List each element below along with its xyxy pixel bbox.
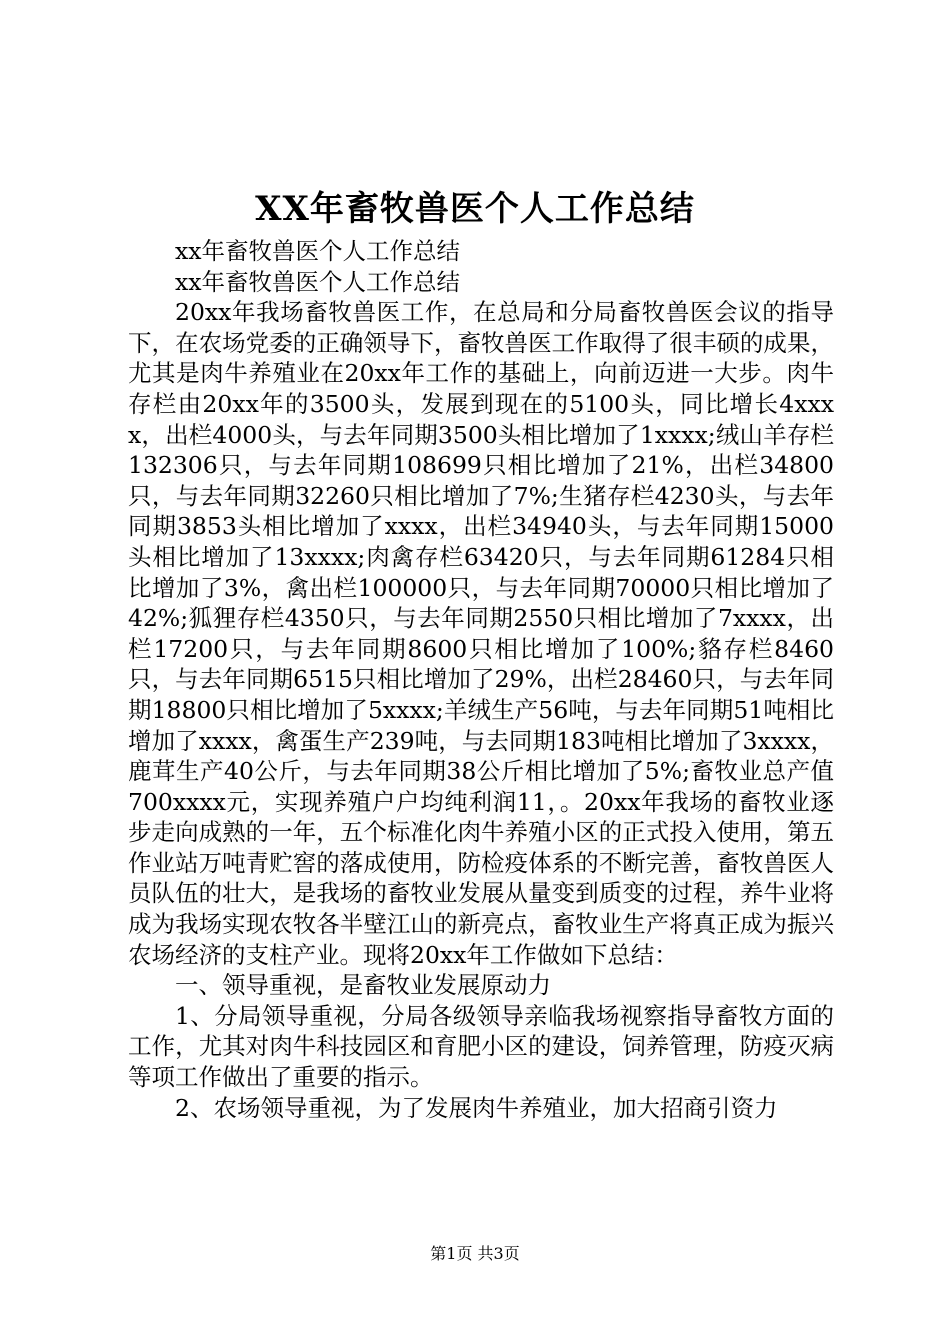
section-heading-1: 一、领导重视，是畜牧业发展原动力	[175, 971, 551, 1000]
paragraph-item-1: 1、分局领导重视，分局各级领导亲临我场视察指导畜牧方面的工作，尤其对肉牛科技园区和育肥小区的建设，饲养管理，防疫灭病等项工作做出了重要的指示。	[128, 1001, 834, 1092]
paragraph-subtitle-2: xx年畜牧兽医个人工作总结	[175, 267, 461, 296]
paragraph-summary: 20xx年我场畜牧兽医工作，在总局和分局畜牧兽医会议的指导下，在农场党委的正确领导下，畜牧兽医工作取得了很丰硕的成果，尤其是肉牛养殖业在20xx年工作的基础上，向前迈进一大步。肉牛存栏由20xx年的3500头，发展到现在的5100头，同比增长4xxxx，出栏4000头，与去年同期3500头相比增加了1xxxx;绒山羊存栏132306只，与去年同期108699只相比增加了21%，出栏34800只，与去年同期32260只相比增加了7%;生猪存栏4230头，与去年同期3853头相比增加了xxxx，出栏34940头，与去年同期15000头相比增加了13xxxx;肉禽存栏63420只，与去年同期61284只相比增加了3%，禽出栏100000只，与去年同期70000只相比增加了42%;狐狸存栏4350只，与去年同期2550只相比增加了7xxxx，出栏17200只，与去年同期8600只相比增加了100%;貉存栏8460只，与去年同期6515只相比增加了29%，出栏28460只，与去年同期18800只相比增加了5xxxx;羊绒生产56吨，与去年同期51吨相比增加了xxxx，禽蛋生产239吨，与去同期183吨相比增加了3xxxx，鹿茸生产40公斤，与去年同期38公斤相比增加了5%;畜牧业总产值700xxxx元，实现养殖户户均纯利润11，。20xx年我场的畜牧业逐步走向成熟的一年，五个标准化肉牛养殖小区的正式投入使用，第五作业站万吨青贮窖的落成使用，防检疫体系的不断完善，畜牧兽医人员队伍的壮大，是我场的畜牧业发展从量变到质变的过程，养牛业将成为我场实现农牧各半壁江山的新亮点，畜牧业生产将真正成为振兴农场经济的支柱产业。现将20xx年工作做如下总结：	[128, 298, 834, 969]
paragraph-subtitle-1: xx年畜牧兽医个人工作总结	[175, 237, 461, 265]
page-footer: 第1页 共3页	[430, 1244, 520, 1263]
paragraph-item-2: 2、农场领导重视，为了发展肉牛养殖业，加大招商引资力	[175, 1093, 778, 1122]
document-body	[128, 236, 834, 1123]
document-title: XX年畜牧兽医个人工作总结	[255, 189, 695, 229]
